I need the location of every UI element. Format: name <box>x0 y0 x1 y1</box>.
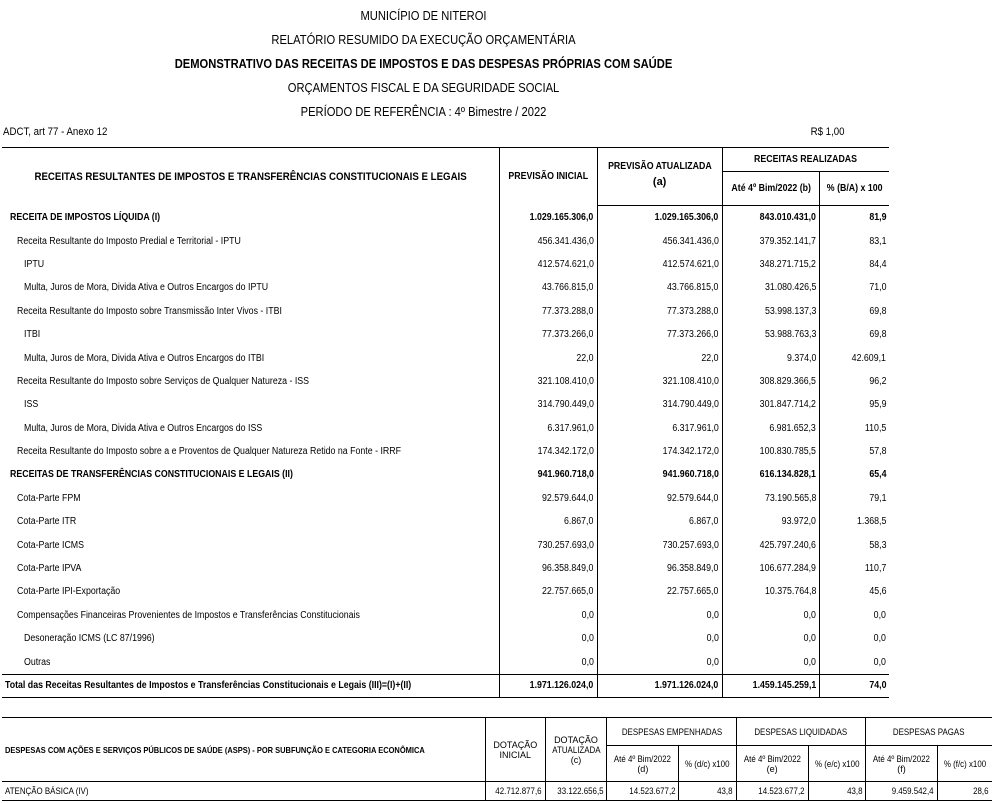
realizada: 9.374,0 <box>722 346 819 369</box>
revenue-row <box>2 580 889 603</box>
revenue-row <box>2 323 889 346</box>
row-label: Receita Resultante do Imposto sobre Transmissão Inter Vivos - ITBI <box>17 305 282 317</box>
realizada: 348.271.715,2 <box>722 253 819 276</box>
total-revenue-row <box>2 674 889 697</box>
prev-atualizada: 321.108.410,0 <box>597 370 722 393</box>
empenhadas-header: DESPESAS EMPENHADAS <box>607 718 736 746</box>
prev-inicial: 174.342.172,0 <box>500 440 598 463</box>
revenue-row <box>2 487 889 510</box>
percentual: 83,1 <box>819 229 889 252</box>
percentual: 95,9 <box>819 393 889 416</box>
receitas-realizadas-header: RECEITAS REALIZADAS <box>722 148 889 172</box>
realizada: 10.375.764,8 <box>722 580 819 603</box>
percentual: 42.609,1 <box>819 346 889 369</box>
report-title: RELATÓRIO RESUMIDO DA EXECUÇÃO ORÇAMENTÁRIA <box>271 32 576 47</box>
row-label: Receita Resultante do Imposto sobre a e Proventos de Qualquer Natureza Retido na Fonte - IRRF <box>17 446 401 458</box>
realizada: 6.981.652,3 <box>722 417 819 440</box>
row-label: Cota-Parte IPVA <box>17 563 82 575</box>
prev-atualizada: 941.960.718,0 <box>597 463 722 486</box>
dotacao-inicial-header: DOTAÇÃO INICIAL <box>486 718 546 782</box>
revenue-row <box>2 557 889 580</box>
revenue-row <box>2 627 889 650</box>
realizada: 53.998.137,3 <box>722 300 819 323</box>
realizada: 425.797.240,6 <box>722 533 819 556</box>
budget-scope: ORÇAMENTOS FISCAL E DA SEGURIDADE SOCIAL <box>287 80 560 95</box>
prev-atualizada: 6.317.961,0 <box>597 417 722 440</box>
expenses-desc-header: DESPESAS COM AÇÕES E SERVIÇOS PÚBLICOS DE SAÚDE (ASPS) - POR SUBFUNÇÃO E CATEGORIA ECONÔMICA <box>5 744 425 755</box>
prev-inicial: 22,0 <box>500 346 598 369</box>
pct-header: % (B/A) x 100 <box>819 172 889 206</box>
liq-pct-header: % (e/c) x100 <box>808 746 866 782</box>
percentual: 110,5 <box>819 417 889 440</box>
percentual: 65,4 <box>819 463 889 486</box>
prev-atualizada: 0,0 <box>597 627 722 650</box>
prev-atualizada: 43.766.815,0 <box>597 276 722 299</box>
prev-atualizada: 77.373.288,0 <box>597 300 722 323</box>
liquidadas: 14.523.677,2 <box>736 782 808 801</box>
percentual: 0,0 <box>819 627 889 650</box>
reference-period: PERÍODO DE REFERÊNCIA : 4º Bimestre / 2022 <box>300 104 547 119</box>
empenhadas-pct: 43,8 <box>679 782 737 801</box>
row-label: RECEITA DE IMPOSTOS LÍQUIDA (I) <box>10 211 161 223</box>
row-label: Multa, Juros de Mora, Divida Ativa e Outros Encargos do IPTU <box>24 282 269 294</box>
percentual: 96,2 <box>819 370 889 393</box>
percentual: 57,8 <box>819 440 889 463</box>
prev-atualizada: 92.579.644,0 <box>597 487 722 510</box>
row-label: Multa, Juros de Mora, Divida Ativa e Outros Encargos do ISS <box>24 422 263 434</box>
dotacao-atualizada: 33.122.656,5 <box>545 782 607 801</box>
pagas-header: DESPESAS PAGAS <box>866 718 992 746</box>
liquidadas-pct: 43,8 <box>808 782 866 801</box>
percentual: 0,0 <box>819 650 889 674</box>
realizada: 616.134.828,1 <box>722 463 819 486</box>
prev-inicial: 1.971.126.024,0 <box>500 674 598 697</box>
prev-atualizada-header: PREVISÃO ATUALIZADA <box>597 148 722 172</box>
revenue-row <box>2 417 889 440</box>
percentual: 45,6 <box>819 580 889 603</box>
revenue-row <box>2 276 889 299</box>
prev-atualizada: 314.790.449,0 <box>597 393 722 416</box>
row-label: Cota-Parte FPM <box>17 492 81 504</box>
prev-atualizada: 412.574.621,0 <box>597 253 722 276</box>
prev-atualizada: 0,0 <box>597 650 722 674</box>
prev-atualizada: 1.971.126.024,0 <box>597 674 722 697</box>
revenue-row <box>2 393 889 416</box>
realizada: 1.459.145.259,1 <box>722 674 819 697</box>
revenue-row <box>2 440 889 463</box>
dotacao-inicial: 42.712.877,6 <box>486 782 546 801</box>
revenue-row <box>2 253 889 276</box>
emp-pct-header: % (d/c) x100 <box>679 746 737 782</box>
prev-inicial: 941.960.718,0 <box>500 463 598 486</box>
prev-atualizada-sub: (a) <box>597 172 722 206</box>
realizada: 0,0 <box>722 627 819 650</box>
prev-atualizada: 96.358.849,0 <box>597 557 722 580</box>
percentual: 84,4 <box>819 253 889 276</box>
row-label: IPTU <box>24 258 45 270</box>
realizada: 843.010.431,0 <box>722 206 819 230</box>
row-label: Receita Resultante do Imposto sobre Serviços de Qualquer Natureza - ISS <box>17 375 310 387</box>
prev-inicial: 77.373.266,0 <box>500 323 598 346</box>
prev-inicial: 96.358.849,0 <box>500 557 598 580</box>
row-label: Receita Resultante do Imposto Predial e Territorial - IPTU <box>17 235 241 247</box>
percentual: 74,0 <box>819 674 889 697</box>
percentual: 110,7 <box>819 557 889 580</box>
percentual: 0,0 <box>819 604 889 627</box>
row-label: Compensações Financeiras Provenientes de Impostos e Transferências Constitucionais <box>17 609 360 621</box>
emp-ate-header: Até 4º Bim/2022 (d) <box>607 746 679 782</box>
realizada: 0,0 <box>722 604 819 627</box>
percentual: 71,0 <box>819 276 889 299</box>
percentual: 58,3 <box>819 533 889 556</box>
row-label: Total das Receitas Resultantes de Impostos e Transferências Constitucionais e Legais (III)=(I)+(II) <box>2 674 500 697</box>
realizada: 379.352.141,7 <box>722 229 819 252</box>
percentual: 1.368,5 <box>819 510 889 533</box>
realizada: 100.830.785,5 <box>722 440 819 463</box>
revenue-row <box>2 604 889 627</box>
percentual: 79,1 <box>819 487 889 510</box>
row-label: Cota-Parte ITR <box>17 516 77 528</box>
prev-inicial: 0,0 <box>500 604 598 627</box>
revenue-row <box>2 533 889 556</box>
revenue-table <box>2 147 889 698</box>
realizada: 301.847.714,2 <box>722 393 819 416</box>
revenue-row <box>2 510 889 533</box>
prev-atualizada: 22,0 <box>597 346 722 369</box>
prev-inicial: 1.029.165.306,0 <box>500 206 598 230</box>
row-label: RECEITAS DE TRANSFERÊNCIAS CONSTITUCIONAIS E LEGAIS (II) <box>10 469 293 481</box>
statement-title: DEMONSTRATIVO DAS RECEITAS DE IMPOSTOS E DAS DESPESAS PRÓPRIAS COM SAÚDE <box>174 56 673 71</box>
municipality-title: MUNICÍPIO DE NITEROI <box>360 8 487 23</box>
revenue-row <box>2 650 889 674</box>
pag-pct-header: % (f/c) x100 <box>937 746 992 782</box>
row-label: Multa, Juros de Mora, Divida Ativa e Outros Encargos do ITBI <box>24 352 265 364</box>
expenses-table <box>2 717 992 801</box>
row-label: Outras <box>24 656 51 668</box>
prev-inicial: 22.757.665,0 <box>500 580 598 603</box>
prev-inicial: 6.317.961,0 <box>500 417 598 440</box>
prev-inicial: 412.574.621,0 <box>500 253 598 276</box>
row-label: Desoneração ICMS (LC 87/1996) <box>24 633 155 645</box>
revenue-row <box>2 346 889 369</box>
ate-bim-header: Até 4º Bim/2022 (b) <box>722 172 819 206</box>
prev-inicial: 730.257.693,0 <box>500 533 598 556</box>
revenue-row <box>2 370 889 393</box>
realizada: 308.829.366,5 <box>722 370 819 393</box>
empenhadas: 14.523.677,2 <box>607 782 679 801</box>
pag-ate-header: Até 4º Bim/2022 (f) <box>866 746 938 782</box>
realizada: 106.677.284,9 <box>722 557 819 580</box>
liq-ate-header: Até 4º Bim/2022 (e) <box>736 746 808 782</box>
revenue-row <box>2 206 889 230</box>
revenue-row <box>2 229 889 252</box>
pagas-pct: 28,6 <box>937 782 992 801</box>
percentual: 69,8 <box>819 323 889 346</box>
prev-atualizada: 174.342.172,0 <box>597 440 722 463</box>
prev-inicial: 314.790.449,0 <box>500 393 598 416</box>
legal-reference: ADCT, art 77 - Anexo 12 <box>3 126 108 138</box>
revenue-row <box>2 463 889 486</box>
realizada: 31.080.426,5 <box>722 276 819 299</box>
realizada: 53.988.763,3 <box>722 323 819 346</box>
liquidadas-header: DESPESAS LIQUIDADAS <box>736 718 865 746</box>
row-label: ISS <box>24 399 39 411</box>
prev-inicial: 77.373.288,0 <box>500 300 598 323</box>
revenue-row <box>2 300 889 323</box>
prev-inicial: 92.579.644,0 <box>500 487 598 510</box>
realizada: 73.190.565,8 <box>722 487 819 510</box>
prev-inicial: 0,0 <box>500 650 598 674</box>
row-label: Cota-Parte IPI-Exportação <box>17 586 121 598</box>
row-label: ITBI <box>24 329 41 341</box>
prev-atualizada: 77.373.266,0 <box>597 323 722 346</box>
row-label: ATENÇÃO BÁSICA (IV) <box>2 782 486 801</box>
revenue-desc-header: RECEITAS RESULTANTES DE IMPOSTOS E TRANSFERÊNCIAS CONSTITUCIONAIS E LEGAIS <box>34 170 467 183</box>
prev-atualizada: 22.757.665,0 <box>597 580 722 603</box>
prev-inicial: 43.766.815,0 <box>500 276 598 299</box>
dotacao-atualizada-header: DOTAÇÃO ATUALIZADA (c) <box>545 718 607 782</box>
prev-inicial: 321.108.410,0 <box>500 370 598 393</box>
percentual: 81,9 <box>819 206 889 230</box>
prev-inicial: 0,0 <box>500 627 598 650</box>
pagas: 9.459.542,4 <box>866 782 938 801</box>
row-label: Cota-Parte ICMS <box>17 539 85 551</box>
currency-unit: R$ 1,00 <box>811 126 845 138</box>
prev-inicial-header: PREVISÃO INICIAL <box>500 148 598 206</box>
prev-atualizada: 6.867,0 <box>597 510 722 533</box>
realizada: 0,0 <box>722 650 819 674</box>
prev-inicial: 6.867,0 <box>500 510 598 533</box>
prev-atualizada: 0,0 <box>597 604 722 627</box>
prev-atualizada: 730.257.693,0 <box>597 533 722 556</box>
prev-atualizada: 1.029.165.306,0 <box>597 206 722 230</box>
atencao-basica-row <box>2 782 992 801</box>
realizada: 93.972,0 <box>722 510 819 533</box>
prev-atualizada: 456.341.436,0 <box>597 229 722 252</box>
prev-inicial: 456.341.436,0 <box>500 229 598 252</box>
percentual: 69,8 <box>819 300 889 323</box>
